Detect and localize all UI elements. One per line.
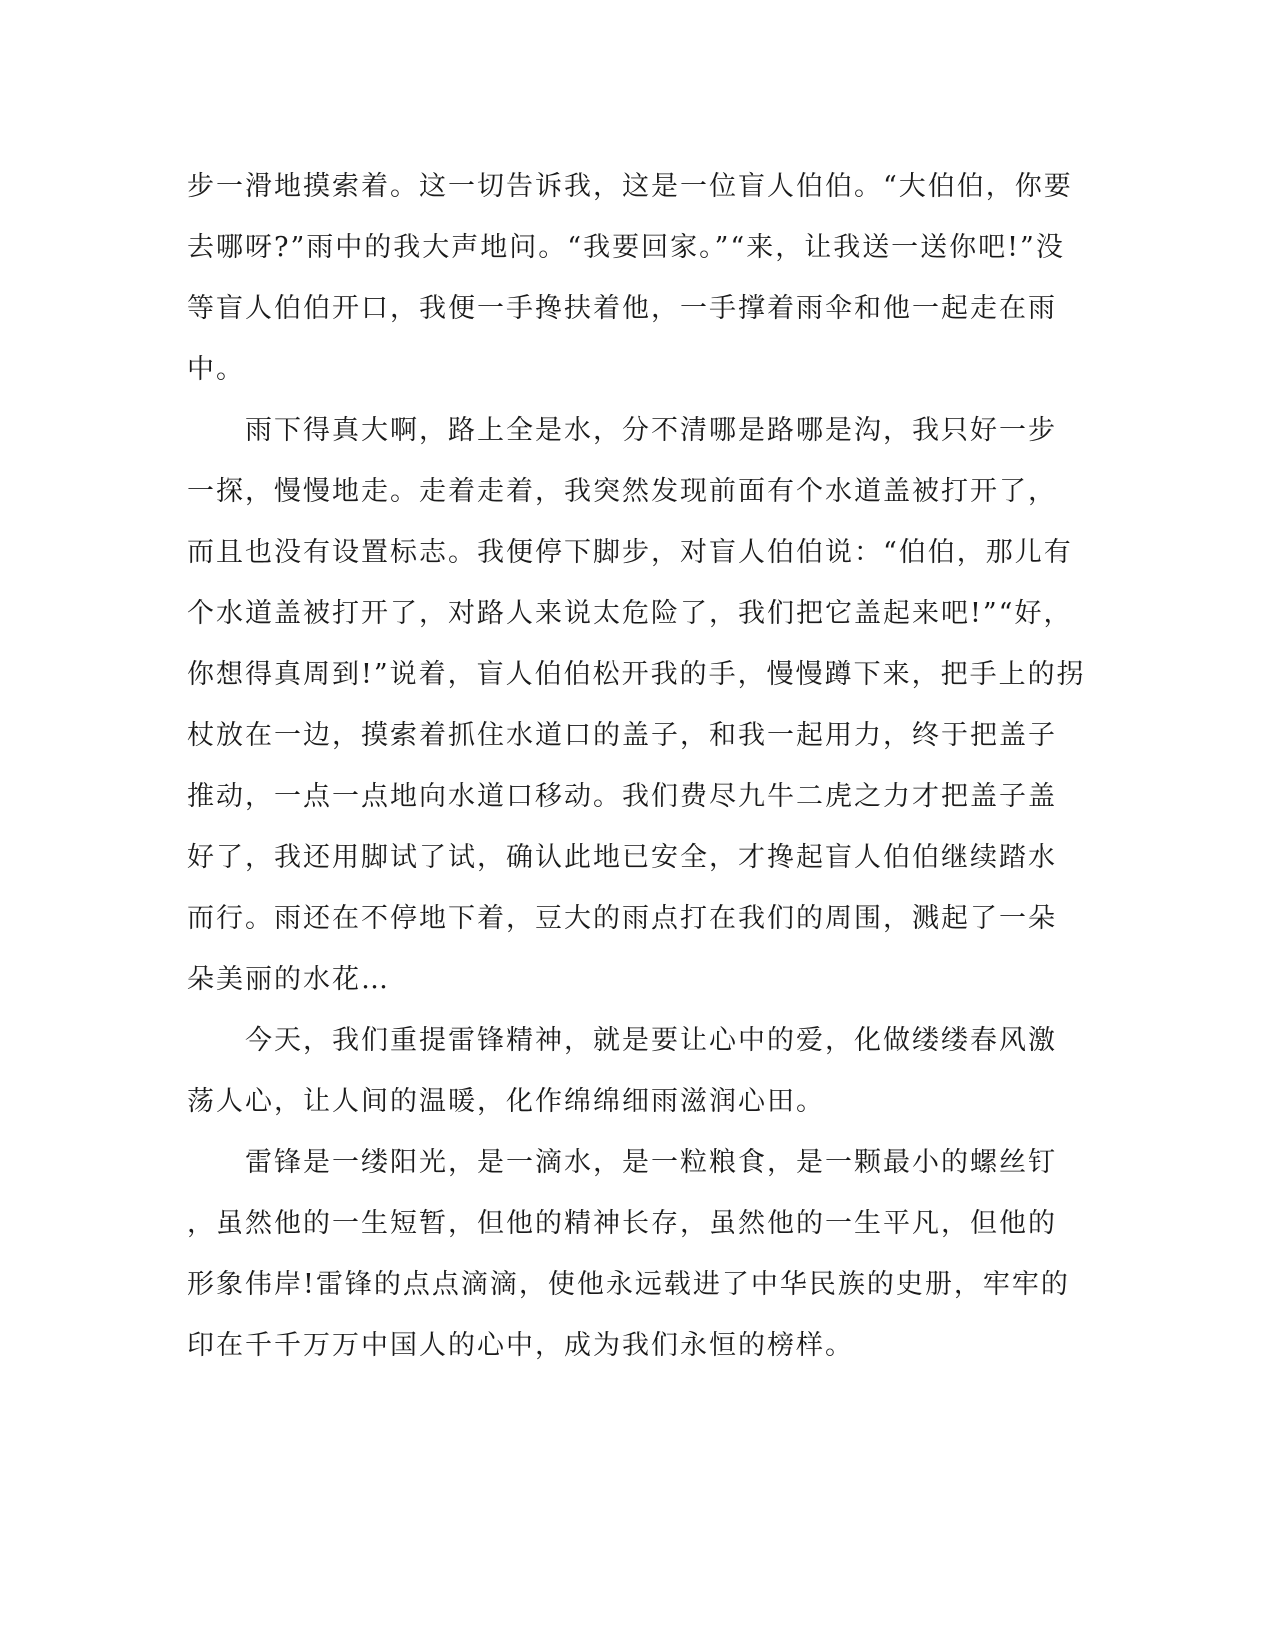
text-line: 步一滑地摸索着。这一切告诉我，这是一位盲人伯伯。“大伯伯，你要 <box>187 171 1073 202</box>
text-line: 去哪呀?”雨中的我大声地问。“我要回家。”“来，让我送一送你吧!”没 <box>187 232 1065 263</box>
text-line: 一探，慢慢地走。走着走着，我突然发现前面有个水道盖被打开了， <box>187 476 1057 507</box>
text-line: 个水道盖被打开了，对路人来说太危险了，我们把它盖起来吧!”“好， <box>187 598 1073 629</box>
text-line: 印在千千万万中国人的心中，成为我们永恒的榜样。 <box>187 1330 854 1361</box>
text-line: 而且也没有设置标志。我便停下脚步，对盲人伯伯说：“伯伯，那儿有 <box>187 537 1073 568</box>
text-line: 今天，我们重提雷锋精神，就是要让心中的爱，化做缕缕春风激 <box>187 1025 1057 1056</box>
text-line: 你想得真周到!”说着，盲人伯伯松开我的手，慢慢蹲下来，把手上的拐 <box>187 659 1086 690</box>
text-line: 雨下得真大啊，路上全是水，分不清哪是路哪是沟，我只好一步 <box>187 415 1057 446</box>
text-line: 形象伟岸!雷锋的点点滴滴，使他永远载进了中华民族的史册，牢牢的 <box>187 1269 1070 1300</box>
text-line: 杖放在一边，摸索着抓住水道口的盖子，和我一起用力，终于把盖子 <box>187 720 1057 751</box>
text-line: 荡人心，让人间的温暖，化作绵绵细雨滋润心田。 <box>187 1086 825 1117</box>
text-line: 等盲人伯伯开口，我便一手搀扶着他，一手撑着雨伞和他一起走在雨 <box>187 293 1057 324</box>
text-line: 雷锋是一缕阳光，是一滴水，是一粒粮食，是一颗最小的螺丝钉 <box>187 1147 1057 1178</box>
text-line: 好了，我还用脚试了试，确认此地已安全，才搀起盲人伯伯继续踏水 <box>187 842 1057 873</box>
text-line: 推动，一点一点地向水道口移动。我们费尽九牛二虎之力才把盖子盖 <box>187 781 1057 812</box>
text-line: 中。 <box>187 354 245 385</box>
document-body <box>187 156 1087 1376</box>
text-line: ，虽然他的一生短暂，但他的精神长存，虽然他的一生平凡，但他的 <box>187 1208 1057 1239</box>
text-line: 而行。雨还在不停地下着，豆大的雨点打在我们的周围，溅起了一朵 <box>187 903 1057 934</box>
text-line: 朵美丽的水花… <box>187 964 390 995</box>
